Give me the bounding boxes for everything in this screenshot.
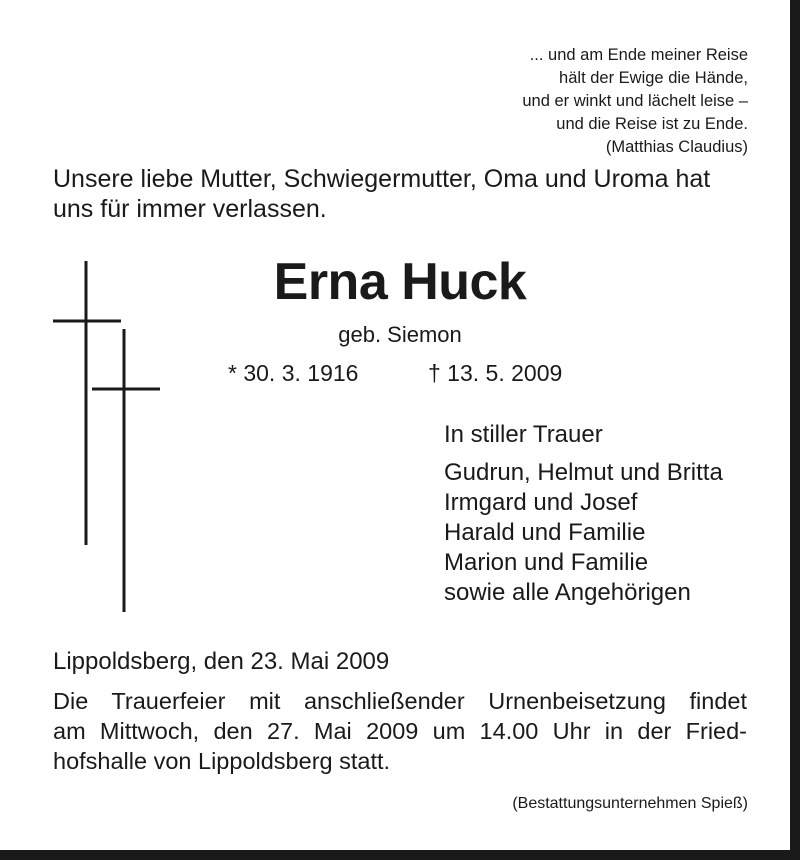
service-line: am Mittwoch, den 27. Mai 2009 um 14.00 Uhr in der Fried- xyxy=(53,718,747,744)
poem-line: ... und am Ende meiner Reise xyxy=(529,46,748,64)
mourner-line: Harald und Familie xyxy=(444,519,646,546)
maiden-name: geb. Siemon xyxy=(338,322,462,347)
birth-date: * 30. 3. 1916 xyxy=(228,360,359,386)
mourner-line: Gudrun, Helmut und Britta xyxy=(444,459,723,486)
poem-line: und die Reise ist zu Ende. xyxy=(556,115,748,133)
cross-icon xyxy=(92,329,160,612)
intro-text xyxy=(53,164,753,224)
poem-line: und er winkt und lächelt leise – xyxy=(522,92,748,110)
service-notice xyxy=(53,686,747,776)
poem-author: (Matthias Claudius) xyxy=(605,138,748,156)
mourner-line: Marion und Familie xyxy=(444,549,649,576)
intro-line: uns für immer verlassen. xyxy=(53,195,327,223)
mourning-heading: In stiller Trauer xyxy=(444,421,603,448)
poem-quote xyxy=(420,44,748,159)
death-date: † 13. 5. 2009 xyxy=(428,360,563,386)
poem-line: hält der Ewige die Hände, xyxy=(559,69,748,87)
service-line: Die Trauerfeier mit anschließender Urnenbeisetzung findet xyxy=(53,688,747,714)
service-line: hofshalle von Lippoldsberg statt. xyxy=(53,748,391,774)
intro-line: Unsere liebe Mutter, Schwiegermutter, Oma und Uroma hat xyxy=(53,165,711,193)
undertaker-credit: (Bestattungsunternehmen Spieß) xyxy=(512,795,748,812)
deceased-name: Erna Huck xyxy=(273,253,527,311)
mourner-line: Irmgard und Josef xyxy=(444,489,638,516)
mourners-block xyxy=(444,420,774,608)
mourner-line: sowie alle Angehörigen xyxy=(444,579,691,606)
place-date: Lippoldsberg, den 23. Mai 2009 xyxy=(53,648,390,675)
